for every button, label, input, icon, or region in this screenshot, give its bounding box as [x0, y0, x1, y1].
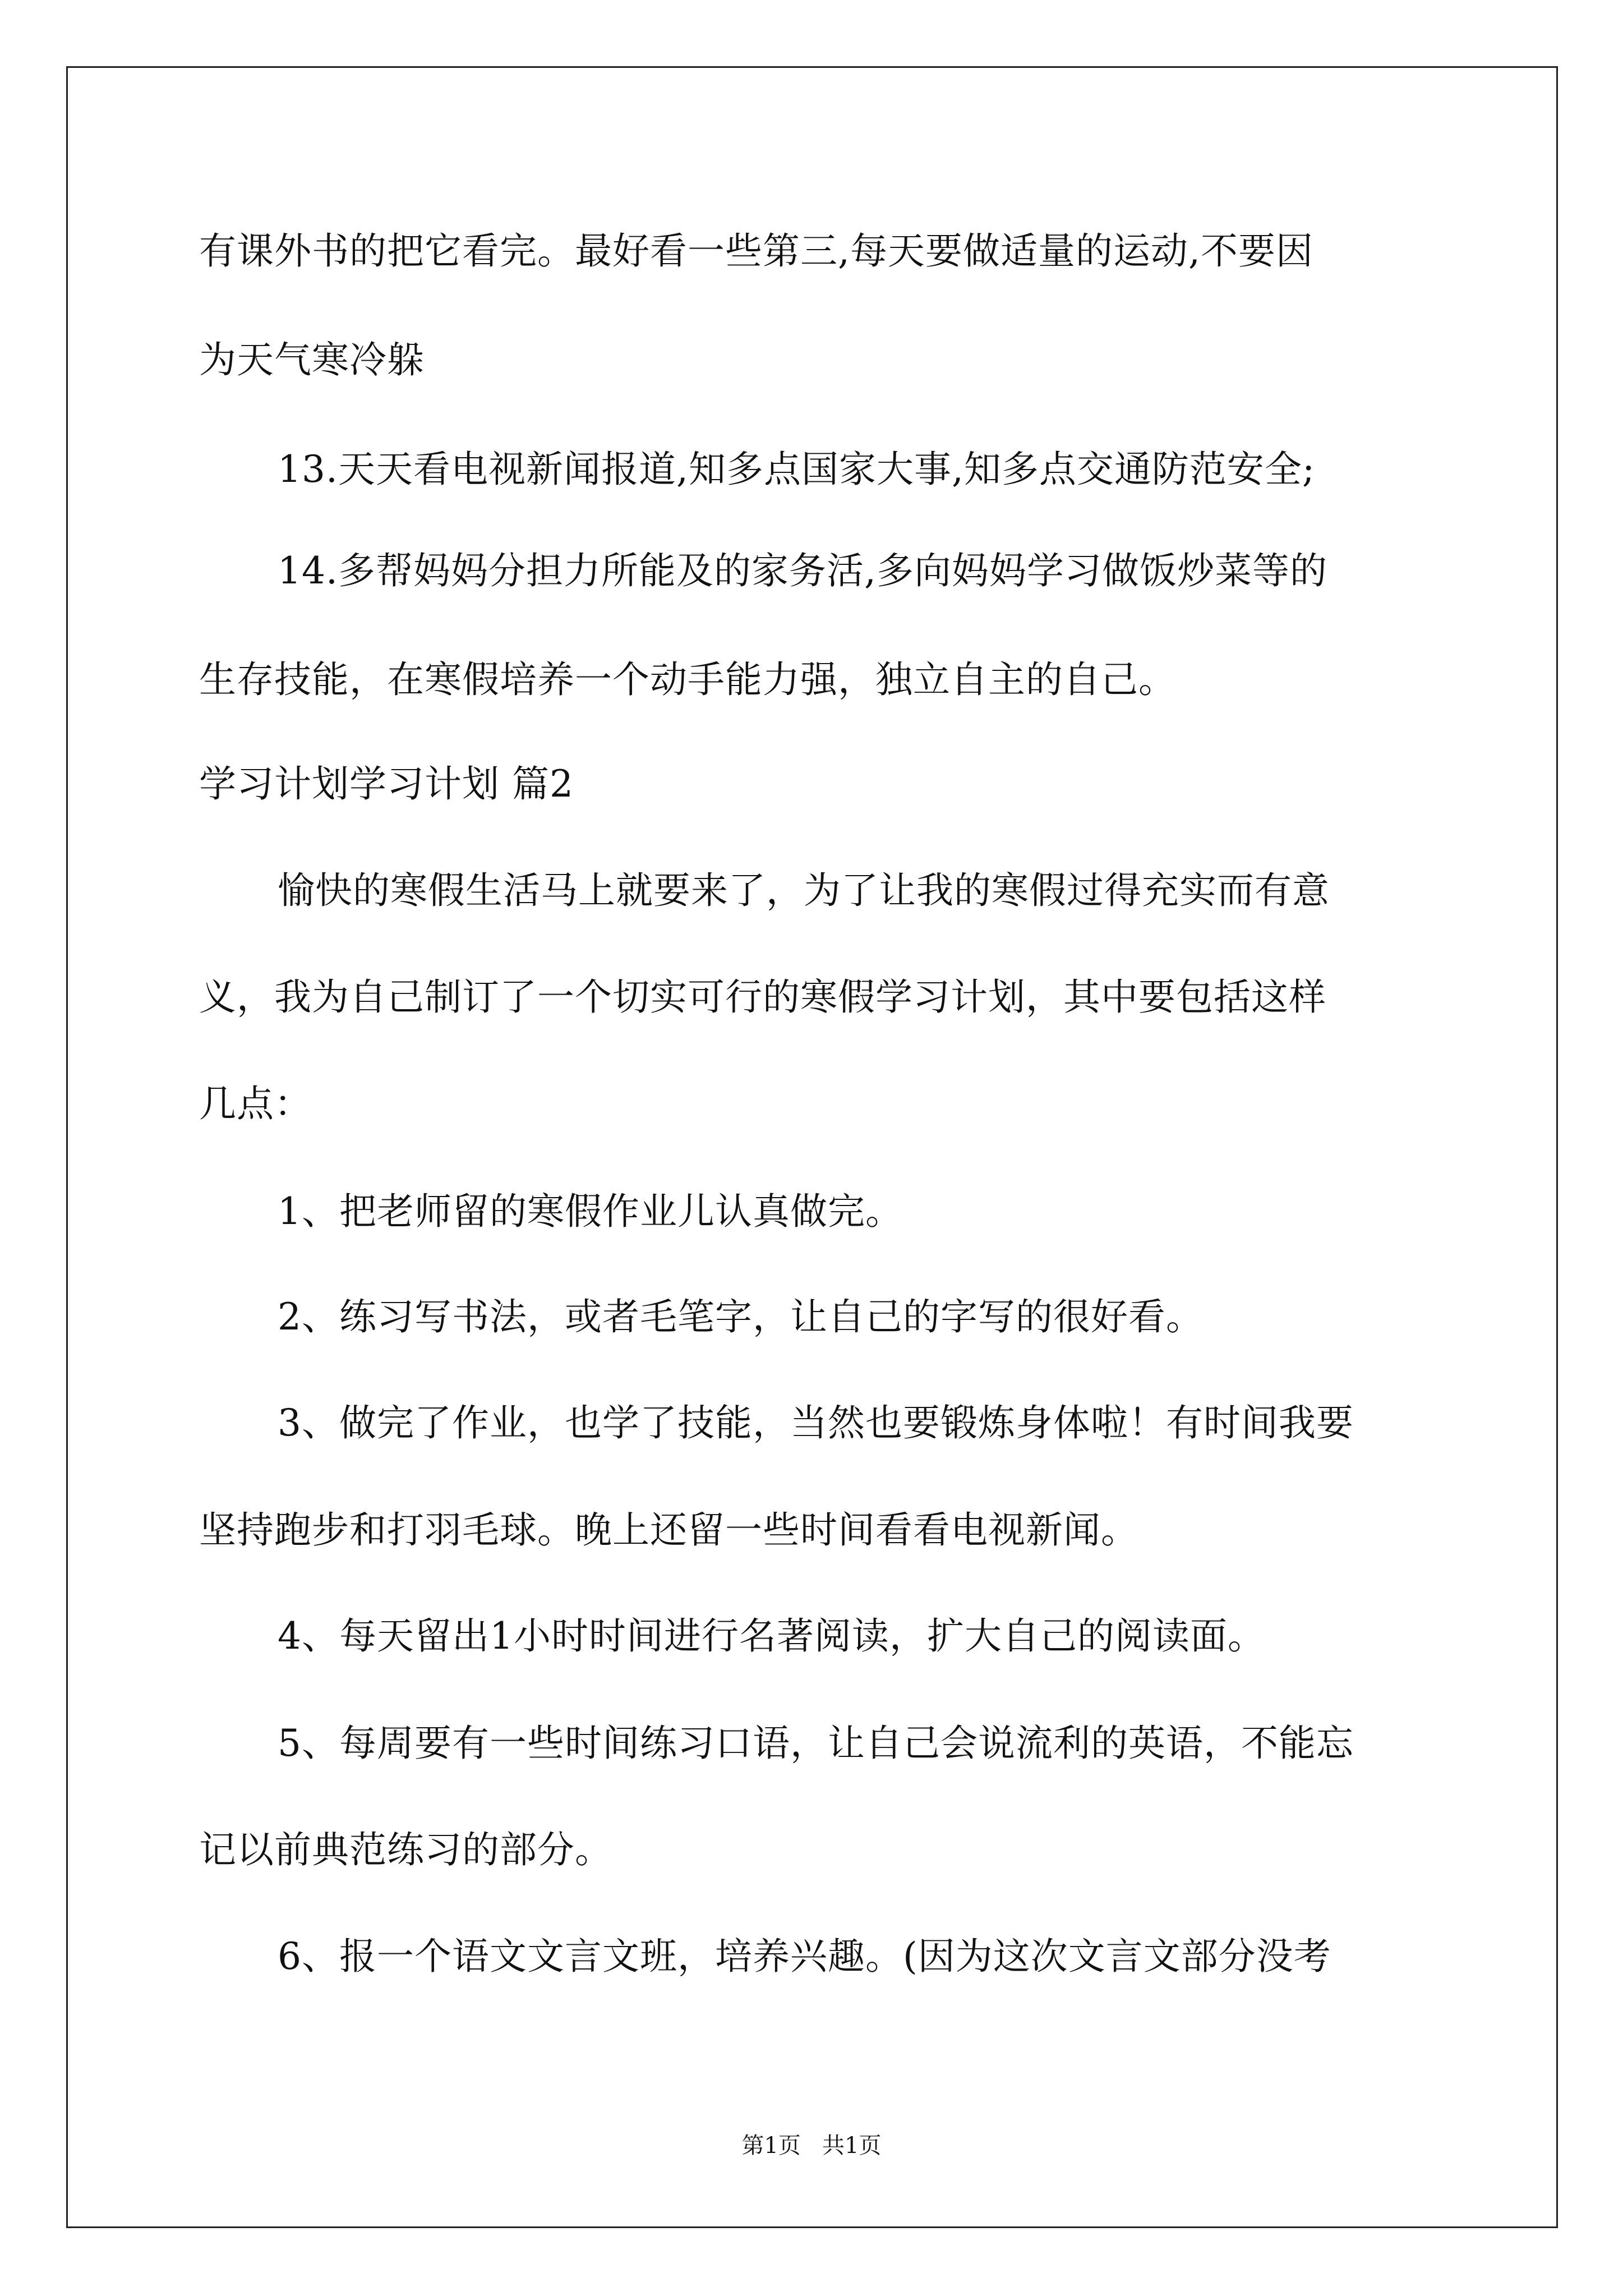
text-line-17: 6、报一个语文文言文班，培养兴趣。(因为这次文言文部分没考 [278, 1935, 1331, 1978]
text-line-10: 1、把老师留的寒假作业儿认真做完。 [278, 1190, 903, 1233]
text-line-11: 2、练习写书法，或者毛笔字，让自己的字写的很好看。 [278, 1295, 1204, 1338]
text-line-13: 坚持跑步和打羽毛球。晚上还留一些时间看看电视新闻。 [199, 1508, 1138, 1552]
text-line-12: 3、做完了作业，也学了技能，当然也要锻炼身体啦！有时间我要 [278, 1401, 1354, 1444]
text-line-2: 为天气寒冷躲 [199, 338, 425, 381]
text-line-3: 13.天天看电视新闻报道,知多点国家大事,知多点交通防范安全; [278, 448, 1316, 491]
text-line-16: 记以前典范练习的部分。 [199, 1828, 612, 1871]
page-border [66, 66, 1558, 2228]
text-line-8: 义，我为自己制订了一个切实可行的寒假学习计划，其中要包括这样 [199, 976, 1326, 1019]
section-heading: 学习计划学习计划 篇2 [199, 762, 574, 806]
text-line-15: 5、每周要有一些时间练习口语，让自己会说流利的英语，不能忘 [278, 1722, 1354, 1765]
page-number-footer: 第1页 共1页 [741, 2133, 882, 2159]
text-line-9: 几点： [199, 1082, 312, 1125]
text-line-1: 有课外书的把它看完。最好看一些第三,每天要做适量的运动,不要因 [199, 229, 1313, 273]
text-line-14: 4、每天留出1小时时间进行名著阅读，扩大自己的阅读面。 [278, 1614, 1265, 1658]
text-line-7: 愉快的寒假生活马上就要来了，为了让我的寒假过得充实而有意 [278, 869, 1330, 912]
text-line-5: 生存技能，在寒假培养一个动手能力强，独立自主的自己。 [199, 658, 1176, 701]
text-line-4: 14.多帮妈妈分担力所能及的家务活,多向妈妈学习做饭炒菜等的 [278, 549, 1327, 592]
